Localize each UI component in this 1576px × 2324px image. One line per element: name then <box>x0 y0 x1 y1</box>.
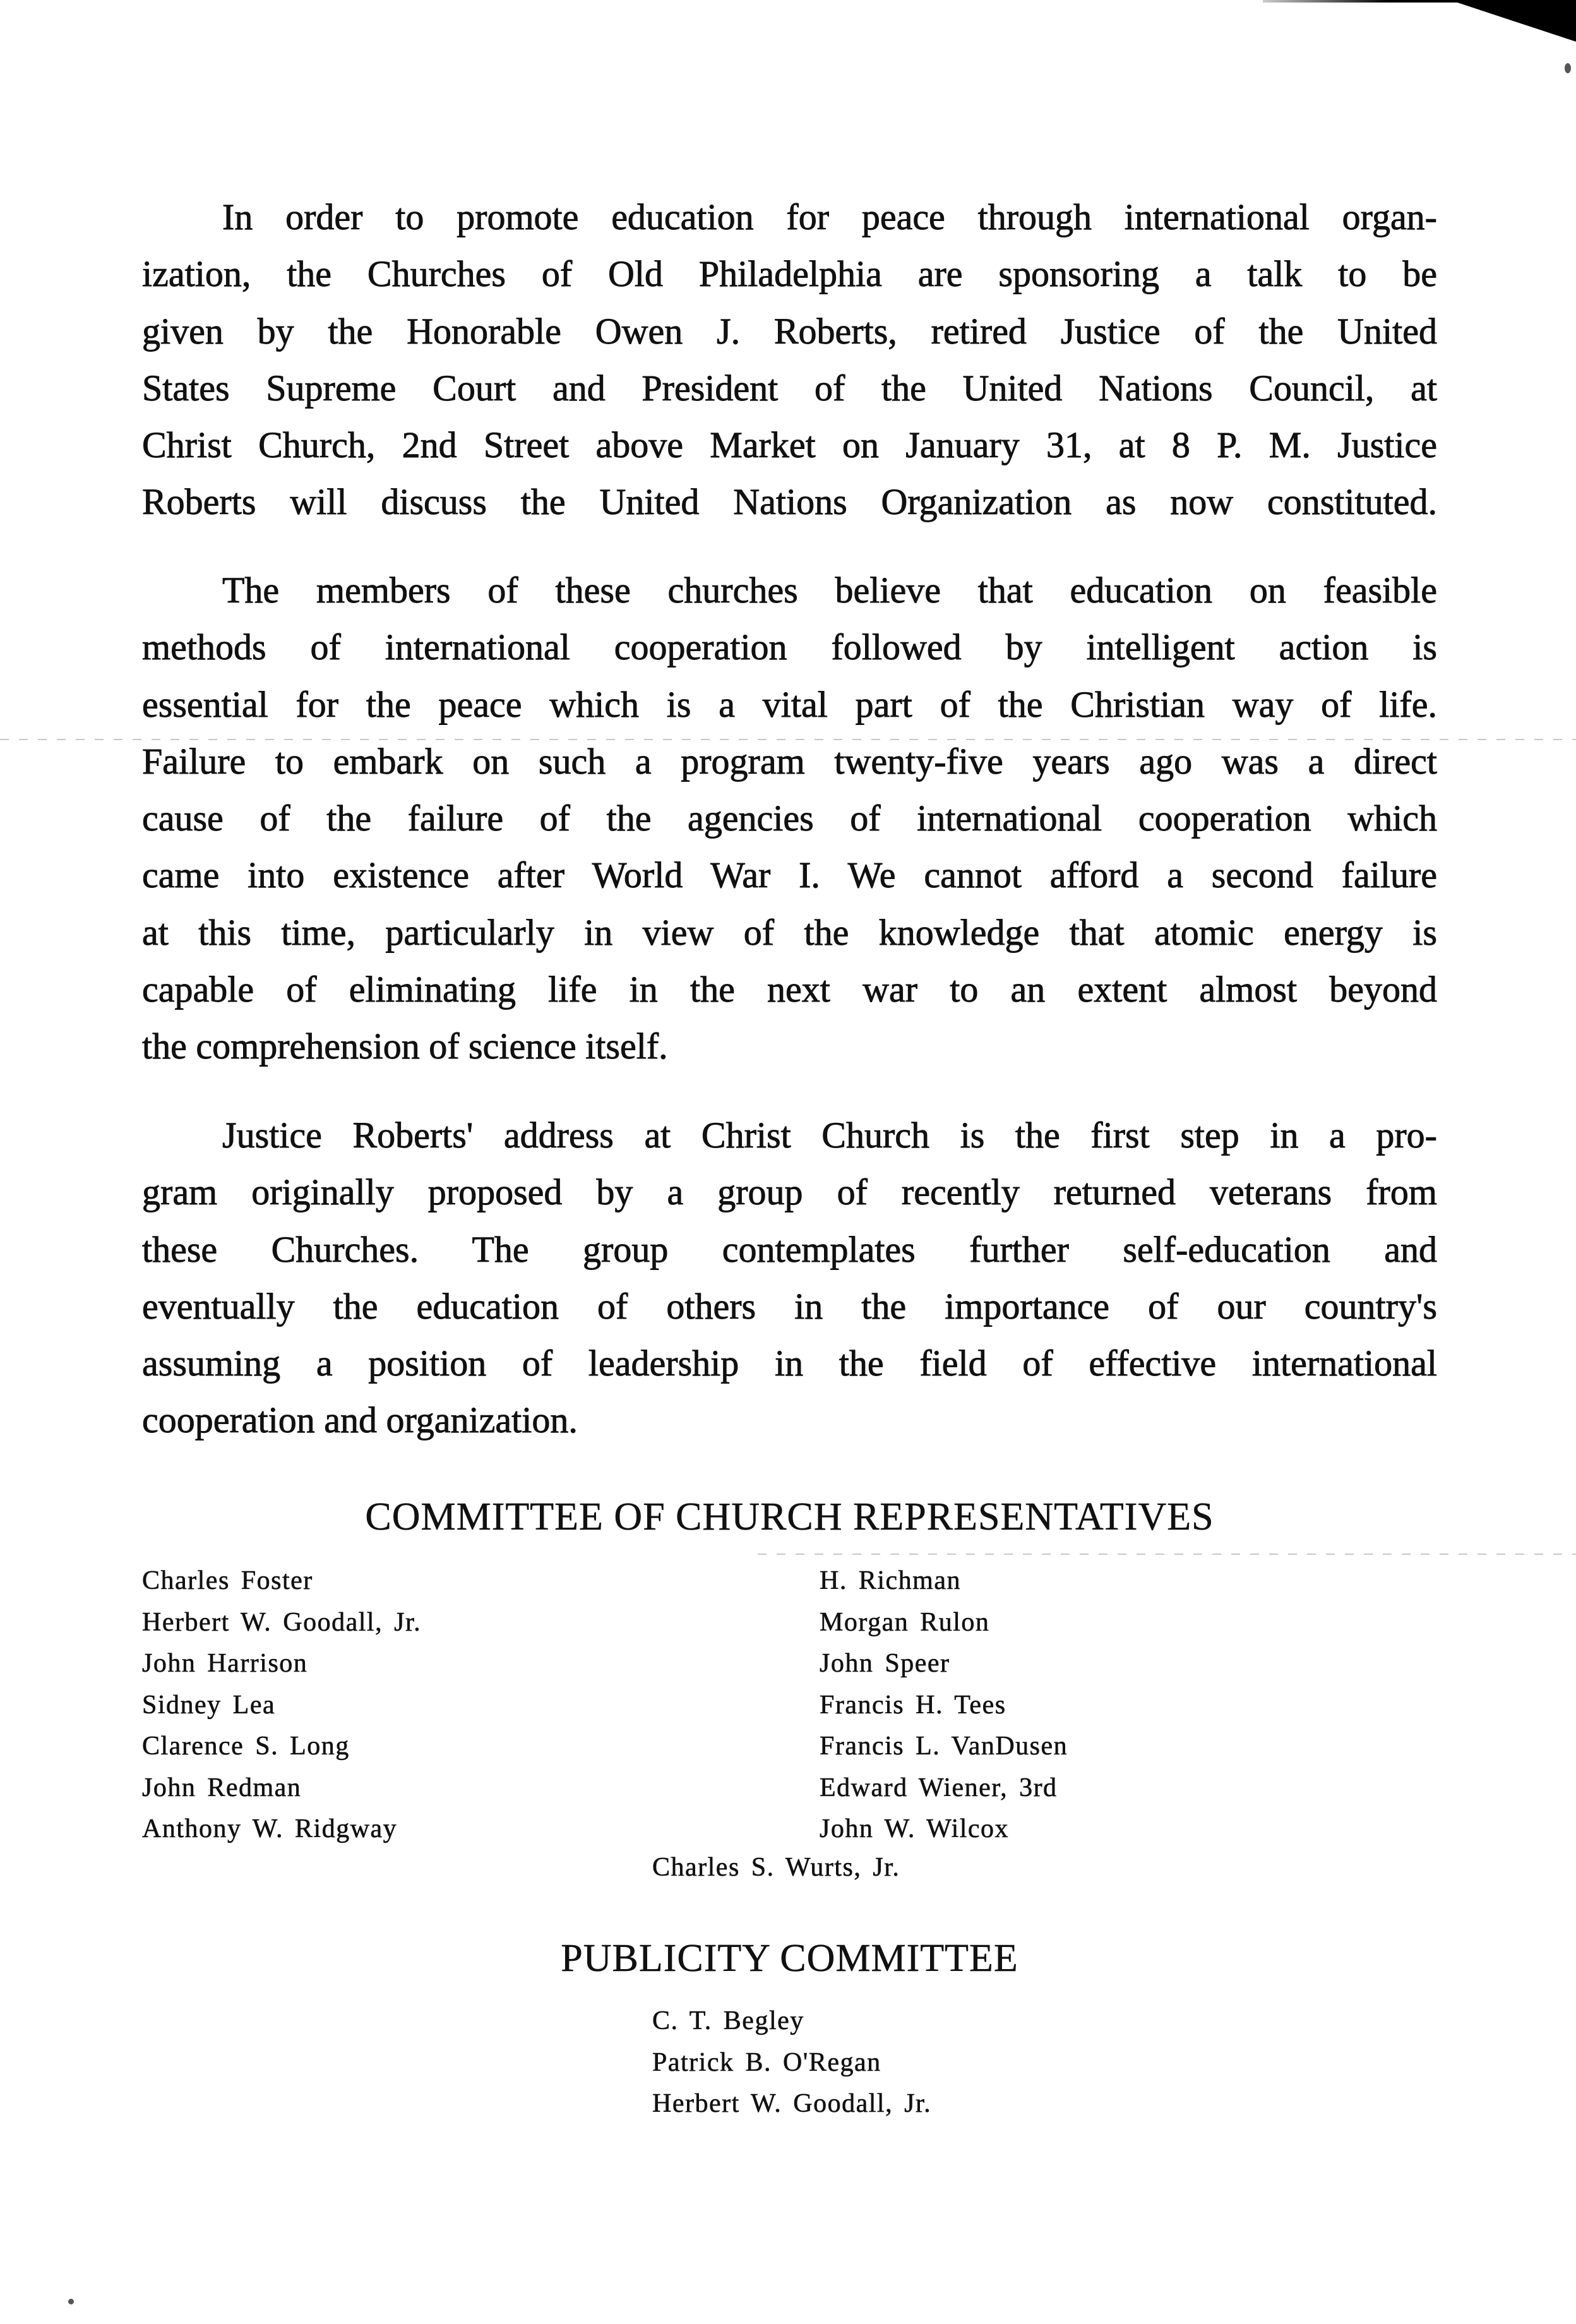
paragraph-line: these Churches. The group contemplates further self-education and <box>142 1228 1437 1270</box>
paragraph-line: methods of international cooperation followed by intelligent action is <box>142 626 1437 668</box>
paragraph-line: came into existence after World War I. We cannot afford a second failure <box>142 854 1437 896</box>
committee-member: John Redman <box>142 1773 302 1802</box>
paragraph-line: The members of these churches believe that education on feasible <box>222 570 1437 611</box>
paragraph-line: In order to promote education for peace through international organ- <box>222 196 1437 237</box>
committee-member: Sidney Lea <box>142 1690 276 1720</box>
committee-heading: COMMITTEE OF CHURCH REPRESENTATIVES <box>365 1495 1214 1538</box>
paragraph-line: ization, the Churches of Old Philadelphia are sponsoring a talk to be <box>142 253 1437 295</box>
paragraph-line: given by the Honorable Owen J. Roberts, retired Justice of the United <box>142 310 1437 352</box>
committee-member: H. Richman <box>820 1566 961 1595</box>
committee-member: Francis L. VanDusen <box>820 1732 1068 1761</box>
committee-member: Clarence S. Long <box>142 1732 350 1761</box>
committee-member: Charles S. Wurts, Jr. <box>652 1853 900 1882</box>
paragraph-1 <box>142 189 1437 531</box>
publicity-member: Patrick B. O'Regan <box>652 2047 881 2077</box>
paragraph-line: Justice Roberts' address at Christ Church is the first step in a pro- <box>222 1115 1437 1156</box>
paragraph-line: the comprehension of science itself. <box>142 1026 668 1067</box>
paragraph-2 <box>142 562 1437 1075</box>
folded-corner <box>1450 0 1576 42</box>
paragraph-line: eventually the education of others in the importance of our country's <box>142 1285 1437 1327</box>
paragraph-line: assuming a position of leadership in the field of effective international <box>142 1343 1437 1384</box>
paragraph-line: cooperation and organization. <box>142 1399 578 1441</box>
committee-member: Francis H. Tees <box>820 1690 1006 1720</box>
publicity-member: C. T. Begley <box>652 2006 804 2035</box>
paragraph-line: capable of eliminating life in the next war to an extent almost beyond <box>142 969 1437 1010</box>
paragraph-line: essential for the peace which is a vital part of the Christian way of life. <box>142 683 1437 725</box>
committee-member: John W. Wilcox <box>820 1814 1010 1843</box>
committee-member: John Speer <box>820 1649 950 1678</box>
paragraph-line: gram originally proposed by a group of recently returned veterans from <box>142 1171 1437 1213</box>
committee-member: Anthony W. Ridgway <box>142 1814 398 1843</box>
paragraph-line: States Supreme Court and President of the United Nations Council, at <box>142 367 1437 409</box>
committee-left-column <box>142 1560 421 1850</box>
committee-member: John Harrison <box>142 1649 308 1678</box>
paragraph-line: Christ Church, 2nd Street above Market on January 31, at 8 P. M. Justice <box>142 424 1437 466</box>
paragraph-line: Failure to embark on such a program twenty-five years ago was a direct <box>142 740 1437 782</box>
scan-speck <box>1565 63 1571 73</box>
paragraph-line: Roberts will discuss the United Nations Organization as now constituted. <box>142 481 1437 523</box>
paragraph-3 <box>142 1107 1437 1449</box>
fold-crease-line-lower <box>758 1554 1576 1555</box>
paragraph-line: cause of the failure of the agencies of international cooperation which <box>142 798 1437 839</box>
committee-member: Edward Wiener, 3rd <box>820 1773 1058 1802</box>
publicity-member: Herbert W. Goodall, Jr. <box>652 2089 932 2118</box>
committee-centered-member <box>652 1847 900 1889</box>
committee-member: Herbert W. Goodall, Jr. <box>142 1607 422 1637</box>
publicity-members <box>652 2001 931 2125</box>
paragraph-line: at this time, particularly in view of the knowledge that atomic energy is <box>142 911 1437 953</box>
committee-right-column <box>820 1560 1068 1850</box>
publicity-heading: PUBLICITY COMMITTEE <box>561 1937 1018 1980</box>
scan-speck <box>68 2299 74 2304</box>
committee-member: Morgan Rulon <box>820 1607 990 1637</box>
committee-member: Charles Foster <box>142 1566 313 1595</box>
